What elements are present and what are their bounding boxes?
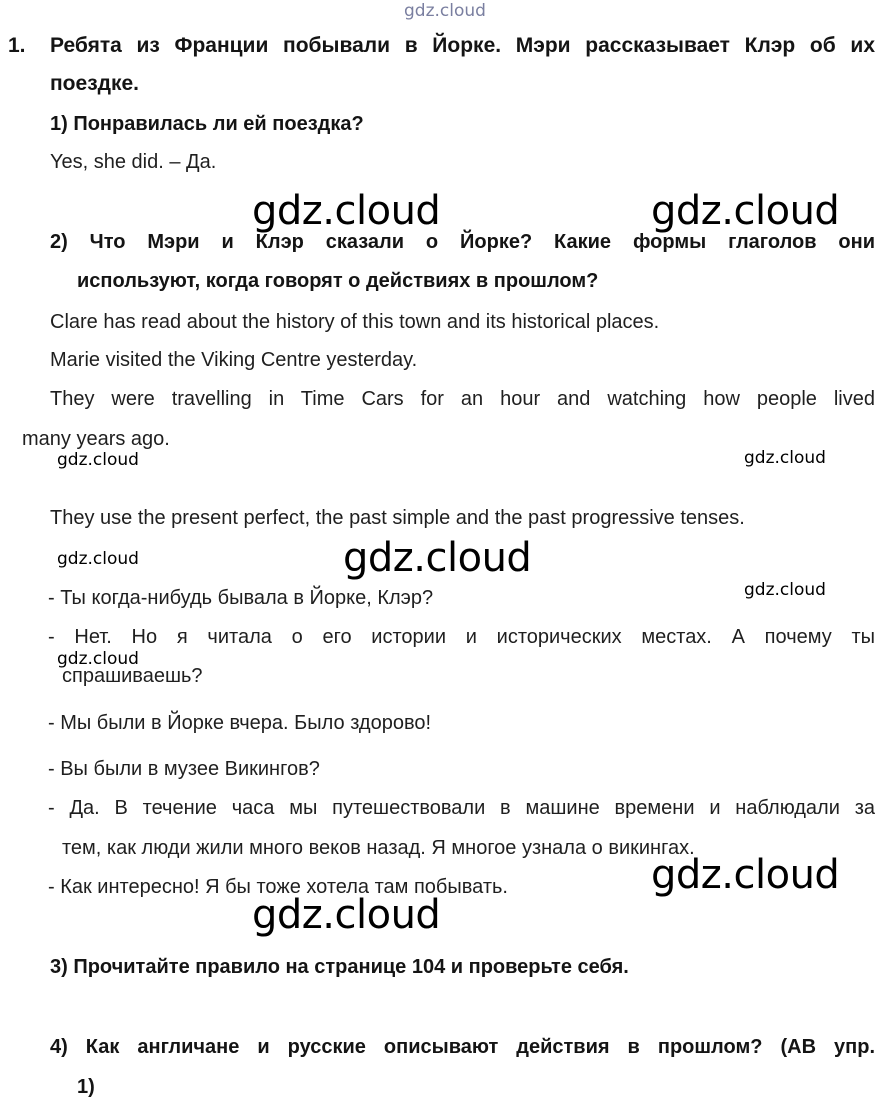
dialogue-line: - Как интересно! Я бы тоже хотела там побывать.	[48, 876, 508, 898]
watermark-large: gdz.cloud	[252, 188, 441, 234]
dialogue-line: спрашиваешь?	[62, 665, 203, 687]
watermark-small: gdz.cloud	[744, 448, 826, 468]
answer-2-long-line2: many years ago.	[22, 428, 170, 450]
watermark-small: gdz.cloud	[57, 649, 139, 669]
watermark-top: gdz.cloud	[404, 1, 486, 21]
question-4-line1: 4) Как англичане и русские описывают действия в прошлом? (АВ упр.	[50, 1036, 875, 1058]
answer-1: Yes, she did. – Да.	[50, 151, 217, 173]
watermark-large: gdz.cloud	[343, 535, 532, 581]
watermark-small: gdz.cloud	[57, 549, 139, 569]
answer-2-line: Clare has read about the history of this town and its historical places.	[50, 311, 660, 333]
question-1: 1) Понравилась ли ей поездка?	[50, 113, 364, 135]
answer-2-tenses: They use the present perfect, the past simple and the past progressive tenses.	[50, 507, 745, 529]
dialogue-line: тем, как люди жили много веков назад. Я многое узнала о викингах.	[62, 837, 695, 859]
dialogue-line: - Ты когда-нибудь бывала в Йорке, Клэр?	[48, 587, 434, 609]
dialogue-line: - Да. В течение часа мы путешествовали в машине времени и наблюдали за	[48, 797, 875, 819]
task-title-line1: Ребята из Франции побывали в Йорке. Мэри рассказывает Клэр об их	[50, 34, 875, 57]
question-2-line2: используют, когда говорят о действиях в прошлом?	[77, 270, 599, 292]
watermark-large: gdz.cloud	[252, 892, 441, 938]
task-title-line2: поездке.	[50, 72, 139, 95]
watermark-large: gdz.cloud	[651, 852, 840, 898]
watermark-large: gdz.cloud	[651, 188, 840, 234]
watermark-small: gdz.cloud	[744, 580, 826, 600]
dialogue-line: - Мы были в Йорке вчера. Было здорово!	[48, 712, 432, 734]
question-2-line1: 2) Что Мэри и Клэр сказали о Йорке? Какие формы глаголов они	[50, 231, 875, 253]
question-3: 3) Прочитайте правило на странице 104 и проверьте себя.	[50, 956, 629, 978]
question-4-line2: 1)	[77, 1076, 95, 1098]
answer-2-line: Marie visited the Viking Centre yesterday.	[50, 349, 418, 371]
task-number: 1.	[8, 34, 26, 57]
answer-2-long-line1: They were travelling in Time Cars for an hour and watching how people lived	[50, 388, 875, 410]
dialogue-line: - Нет. Но я читала о его истории и исторических местах. А почему ты	[48, 626, 875, 648]
dialogue-line: - Вы были в музее Викингов?	[48, 758, 320, 780]
watermark-small: gdz.cloud	[57, 450, 139, 470]
